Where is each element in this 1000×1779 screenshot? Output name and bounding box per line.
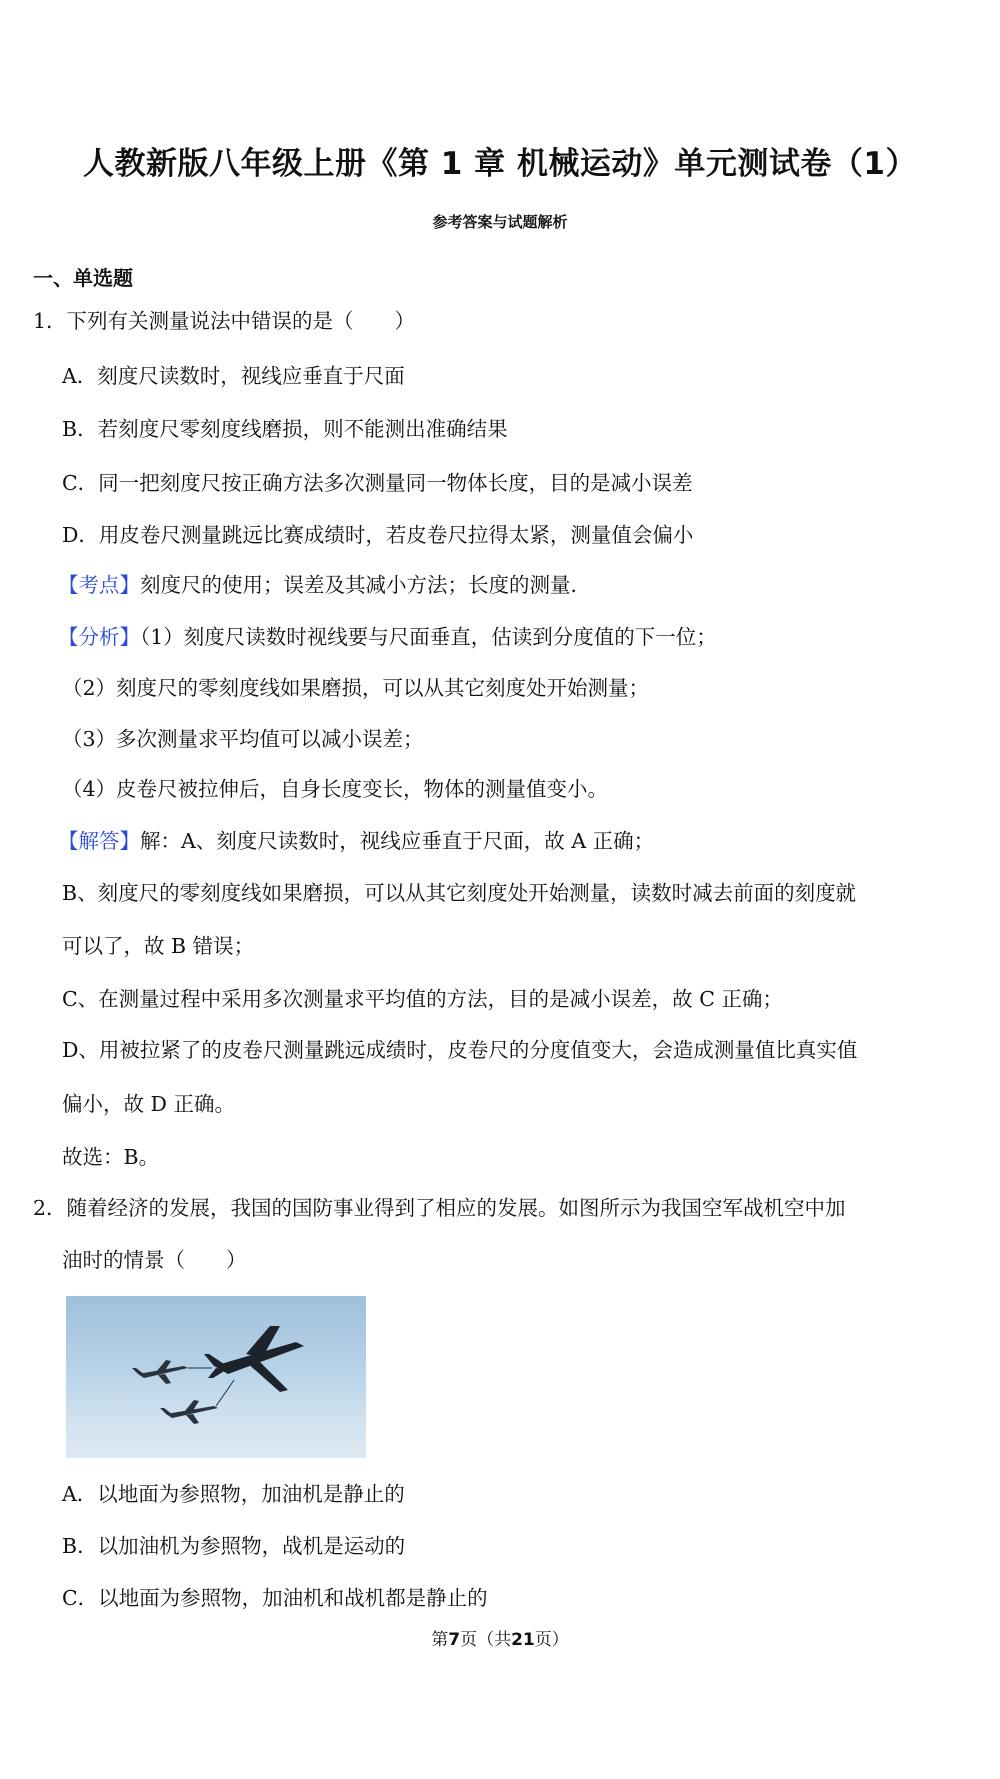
- footer-mid: 页（共: [460, 1630, 512, 1650]
- hose-bottom: [216, 1380, 234, 1406]
- fenxi-line-3: （3）多次测量求平均值可以减小误差；: [62, 727, 424, 751]
- kaodian-line: [58, 571, 591, 599]
- jieda-line-d1: D、用被拉紧了的皮卷尺测量跳远成绩时，皮卷尺的分度值变大，会造成测量值比真实值: [62, 1038, 858, 1062]
- question-1-option-b: B．若刻度尺零刻度线磨损，则不能测出准确结果: [62, 417, 508, 441]
- jieda-line-c: C、在测量过程中采用多次测量求平均值的方法，目的是减小误差，故 C 正确；: [62, 987, 783, 1011]
- fenxi-line-1: [58, 623, 717, 651]
- answer-line: 故选：B。: [62, 1145, 160, 1169]
- jieda-line-d2: 偏小，故 D 正确。: [62, 1092, 235, 1116]
- question-1-option-a: A．刻度尺读数时，视线应垂直于尺面: [62, 364, 405, 388]
- question-2-stem-2: 油时的情景（ ）: [62, 1248, 247, 1272]
- jieda-line-b2: 可以了，故 B 错误；: [62, 934, 255, 958]
- question-2-option-b: B．以加油机为参照物，战机是运动的: [62, 1534, 406, 1558]
- jieda-line-b1: B、刻度尺的零刻度线如果磨损，可以从其它刻度处开始测量，读数时减去前面的刻度就: [62, 881, 857, 905]
- footer-total-pages: 21: [511, 1630, 535, 1650]
- fighter-bottom: [160, 1400, 218, 1424]
- section-heading: 一、单选题: [33, 266, 133, 290]
- page-footer: [0, 1625, 1000, 1650]
- jieda-text-a: 解：A、刻度尺读数时，视线应垂直于尺面，故 A 正确；: [140, 829, 655, 853]
- question-1-option-c: C．同一把刻度尺按正确方法多次测量同一物体长度，目的是减小误差: [62, 471, 693, 495]
- kaodian-tag: 【考点】: [58, 573, 140, 597]
- question-2-stem-1: 2．随着经济的发展，我国的国防事业得到了相应的发展。如图所示为我国空军战机空中加: [33, 1196, 846, 1220]
- question-1-option-d: D．用皮卷尺测量跳远比赛成绩时，若皮卷尺拉得太紧，测量值会偏小: [62, 523, 694, 547]
- fighter-left: [132, 1360, 188, 1384]
- jieda-line-a: [58, 827, 654, 855]
- jieda-tag: 【解答】: [58, 829, 140, 853]
- kaodian-text: 刻度尺的使用；误差及其减小方法；长度的测量．: [140, 573, 591, 597]
- footer-page-number: 7: [448, 1630, 461, 1650]
- aircraft-illustration: [66, 1296, 366, 1458]
- question-2-option-c: C．以地面为参照物，加油机和战机都是静止的: [62, 1586, 488, 1610]
- question-2-option-a: A．以地面为参照物，加油机是静止的: [62, 1482, 405, 1506]
- fenxi-line-4: （4）皮卷尺被拉伸后，自身长度变长，物体的测量值变小。: [62, 777, 609, 801]
- footer-prefix: 第: [431, 1630, 449, 1650]
- tanker-aircraft: [204, 1326, 304, 1392]
- page-title: 人教新版八年级上册《第 1 章 机械运动》单元测试卷（1）: [82, 146, 917, 182]
- fenxi-text-1: （1）刻度尺读数时视线要与尺面垂直，估读到分度值的下一位；: [140, 625, 717, 649]
- aerial-refueling-image: [66, 1296, 366, 1458]
- fenxi-tag: 【分析】: [58, 625, 140, 649]
- page-subtitle: 参考答案与试题解析: [432, 213, 568, 231]
- fenxi-line-2: （2）刻度尺的零刻度线如果磨损，可以从其它刻度处开始测量；: [62, 676, 650, 700]
- question-1-stem: 1．下列有关测量说法中错误的是（ ）: [33, 309, 416, 333]
- footer-suffix: 页）: [534, 1630, 569, 1650]
